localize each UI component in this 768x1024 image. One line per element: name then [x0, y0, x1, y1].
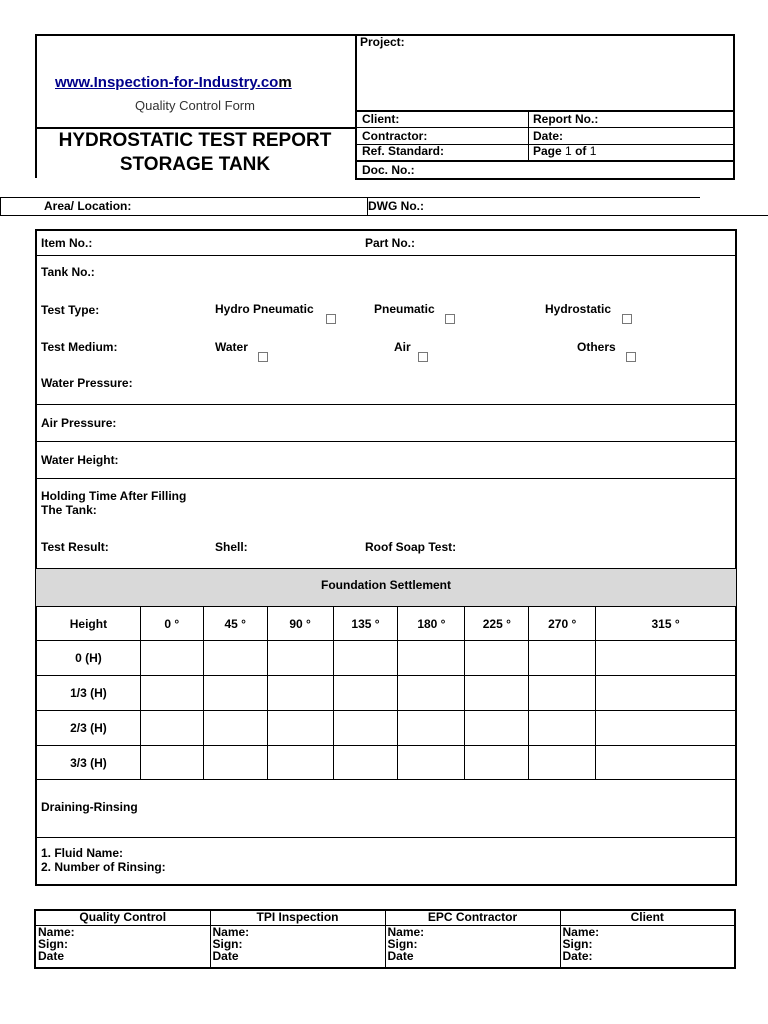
sig-title-epc-contractor: EPC Contractor [385, 910, 560, 925]
title-top-rule [35, 127, 355, 129]
water-checkbox[interactable] [258, 352, 268, 362]
table-cell[interactable] [398, 641, 465, 676]
table-cell[interactable] [140, 676, 203, 711]
table-row [37, 711, 736, 746]
header-225deg: 225 ° [465, 607, 529, 641]
page-current: 1 [565, 144, 572, 158]
pneumatic-checkbox[interactable] [445, 314, 455, 324]
page-total: 1 [589, 144, 597, 158]
pneumatic-label: Pneumatic [374, 302, 435, 316]
holding-time-label-1: Holding Time After Filling [41, 489, 187, 503]
form-type-label: Quality Control Form [135, 98, 255, 113]
item-no-label: Item No.: [41, 236, 93, 250]
table-cell[interactable] [398, 746, 465, 780]
table-cell[interactable] [596, 641, 736, 676]
header-0deg: 0 ° [140, 607, 203, 641]
table-cell[interactable] [140, 746, 203, 780]
number-of-rinsing-label: 2. Number of Rinsing: [41, 860, 166, 874]
part-no-label: Part No.: [365, 236, 416, 250]
main-form-box [35, 229, 737, 886]
table-row [37, 641, 736, 676]
table-row [37, 676, 736, 711]
draining-rinsing-title: Draining-Rinsing [41, 800, 138, 814]
header-180deg: 180 ° [398, 607, 465, 641]
header-height: Height [37, 607, 141, 641]
row-label-0h: 0 (H) [37, 641, 141, 676]
header-bottom [355, 178, 735, 180]
row-label-2-3h: 2/3 (H) [37, 711, 141, 746]
table-cell[interactable] [267, 711, 333, 746]
report-no-label: Report No.: [533, 112, 599, 126]
header-315deg: 315 ° [596, 607, 736, 641]
others-checkbox[interactable] [626, 352, 636, 362]
sig-title-tpi-inspection: TPI Inspection [210, 910, 385, 925]
row-label-1-3h: 1/3 (H) [37, 676, 141, 711]
table-cell[interactable] [529, 676, 596, 711]
table-cell[interactable] [267, 746, 333, 780]
table-cell[interactable] [203, 746, 267, 780]
table-cell[interactable] [203, 641, 267, 676]
sig-date-label: Date [212, 948, 239, 963]
tank-no-label: Tank No.: [41, 265, 95, 279]
table-cell[interactable] [465, 676, 529, 711]
test-type-label: Test Type: [41, 303, 100, 317]
table-cell[interactable] [398, 711, 465, 746]
signature-table [34, 909, 736, 969]
hydrostatic-checkbox[interactable] [622, 314, 632, 324]
sig-date-label: Date [387, 948, 414, 963]
water-label: Water [215, 340, 248, 354]
hydro-pneumatic-checkbox[interactable] [326, 314, 336, 324]
rule-water-pressure [36, 404, 736, 405]
table-cell[interactable] [398, 676, 465, 711]
sig-sign-label: Sign: [562, 936, 593, 951]
sig-date-label: Date [38, 948, 65, 963]
info-rule-4 [355, 160, 735, 162]
doc-no-label: Doc. No.: [362, 163, 415, 177]
table-cell[interactable] [529, 711, 596, 746]
sig-date-label: Date: [562, 948, 593, 963]
table-cell[interactable] [465, 641, 529, 676]
dwg-no-label: DWG No.: [368, 199, 424, 213]
table-cell[interactable] [529, 641, 596, 676]
table-cell[interactable] [333, 641, 398, 676]
table-cell[interactable] [333, 676, 398, 711]
area-row-bottom [0, 215, 768, 216]
rule-air-pressure [36, 441, 736, 442]
table-row [37, 746, 736, 780]
project-label: Project: [360, 35, 405, 49]
sig-cell-tpi-inspection[interactable] [210, 925, 385, 968]
report-title-line1: HYDROSTATIC TEST REPORT [58, 130, 332, 151]
sig-cell-quality-control[interactable] [35, 925, 210, 968]
table-cell[interactable] [333, 711, 398, 746]
air-label: Air [394, 340, 411, 354]
sig-sign-label: Sign: [212, 936, 243, 951]
others-label: Others [577, 340, 616, 354]
roof-soap-test-label: Roof Soap Test: [365, 540, 457, 554]
area-row-left [0, 197, 1, 215]
site-url-tail: m [278, 74, 292, 91]
rule-item [36, 255, 736, 256]
table-cell[interactable] [267, 676, 333, 711]
site-url-text[interactable]: www.Inspection-for-Industry.co [55, 74, 279, 91]
rule-water-height [36, 478, 736, 479]
holding-time-label-2: The Tank: [41, 503, 97, 517]
table-cell[interactable] [465, 746, 529, 780]
sig-title-client: Client [560, 910, 735, 925]
water-height-label: Water Height: [41, 453, 119, 467]
header-45deg: 45 ° [203, 607, 267, 641]
signature-body-row [35, 925, 735, 968]
table-cell[interactable] [596, 711, 736, 746]
table-cell[interactable] [465, 711, 529, 746]
contractor-label: Contractor: [362, 129, 428, 143]
page-word: Page [533, 144, 562, 158]
sig-title-quality-control: Quality Control [35, 910, 210, 925]
area-row-top [0, 197, 700, 198]
header-90deg: 90 ° [267, 607, 333, 641]
table-cell[interactable] [203, 711, 267, 746]
info-divider [528, 110, 529, 161]
sig-cell-client[interactable] [560, 925, 735, 968]
fluid-name-label: 1. Fluid Name: [41, 846, 124, 860]
sig-name-label: Name: [387, 924, 425, 939]
sig-name-label: Name: [38, 924, 75, 939]
hydrostatic-label: Hydrostatic [545, 302, 612, 316]
header-divider [355, 34, 357, 180]
header-270deg: 270 ° [529, 607, 596, 641]
foundation-settlement-title: Foundation Settlement [321, 578, 451, 592]
sig-sign-label: Sign: [387, 936, 418, 951]
table-cell[interactable] [140, 641, 203, 676]
sig-name-label: Name: [562, 924, 600, 939]
info-rule-2 [355, 127, 735, 128]
table-cell[interactable] [140, 711, 203, 746]
table-cell[interactable] [596, 676, 736, 711]
client-label: Client: [362, 112, 400, 126]
table-cell[interactable] [203, 676, 267, 711]
rule-draining [36, 837, 736, 838]
table-cell[interactable] [596, 746, 736, 780]
report-title-line2: STORAGE TANK [119, 154, 271, 175]
table-cell[interactable] [529, 746, 596, 780]
table-cell[interactable] [267, 641, 333, 676]
sig-sign-label: Sign: [38, 936, 68, 951]
settlement-header-row [37, 607, 736, 641]
air-checkbox[interactable] [418, 352, 428, 362]
water-pressure-label: Water Pressure: [41, 376, 133, 390]
page-of: of [575, 144, 587, 158]
test-result-label: Test Result: [41, 540, 109, 554]
sig-cell-epc-contractor[interactable] [385, 925, 560, 968]
settlement-table [36, 606, 736, 780]
date-label: Date: [533, 129, 564, 143]
air-pressure-label: Air Pressure: [41, 416, 117, 430]
area-location-label: Area/ Location: [44, 199, 132, 213]
site-link[interactable] [55, 74, 292, 91]
shell-label: Shell: [215, 540, 248, 554]
hydro-pneumatic-label: Hydro Pneumatic [215, 302, 314, 316]
header-135deg: 135 ° [333, 607, 398, 641]
sig-name-label: Name: [212, 924, 250, 939]
table-cell[interactable] [333, 746, 398, 780]
test-medium-label: Test Medium: [41, 340, 118, 354]
signature-header-row [35, 910, 735, 925]
row-label-3-3h: 3/3 (H) [37, 746, 141, 780]
ref-standard-label: Ref. Standard: [362, 144, 445, 158]
page-indicator [533, 144, 596, 158]
